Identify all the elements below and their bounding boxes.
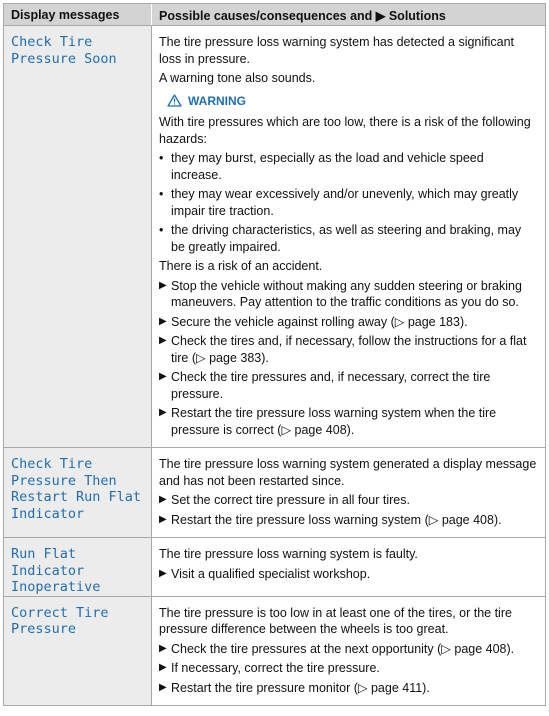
cause-text: The tire pressure loss warning system has detected a significant loss in pressure.: [159, 35, 515, 66]
table-header: [3, 3, 546, 26]
action-text: Visit a qualified specialist workshop.: [171, 566, 371, 581]
display-message-line: Pressure Then: [11, 472, 117, 489]
table-row: [3, 538, 546, 597]
causes-cell: [152, 597, 545, 706]
header-display-messages: Display messages: [4, 4, 152, 25]
action-text: Check the tire pressures at the next opportunity (▷ page 408).: [171, 641, 515, 656]
cause-text: The tire pressure loss warning system generated a display message and has not been restarted since.: [159, 457, 537, 488]
cause-text: A warning tone also sounds.: [159, 71, 316, 85]
action-item: [159, 566, 537, 583]
action-arrow-icon: ▶: [159, 407, 167, 418]
action-item: [159, 278, 537, 311]
warning-text: With tire pressures which are too low, there is a risk of the following hazards:: [159, 115, 531, 146]
risk-text: There is a risk of an accident.: [159, 259, 323, 273]
table-row: [3, 26, 546, 448]
display-message-line: Pressure Soon: [11, 50, 117, 67]
cause-text: The tire pressure loss warning system is faulty.: [159, 547, 418, 561]
action-item: [159, 369, 537, 402]
causes-cell: [152, 26, 545, 447]
cause-text: The tire pressure is too low in at least one of the tires, or the tire pressure difference between the wheels is too great.: [159, 605, 512, 636]
hazard-text: they may burst, especially as the load and vehicle speed increase.: [171, 151, 484, 182]
action-text: Stop the vehicle without making any sudden steering or braking maneuvers. Pay attention to the traffic conditions as you do so.: [171, 278, 522, 309]
action-arrow-icon: ▶: [159, 513, 167, 525]
display-message: [4, 26, 152, 447]
action-item: [159, 314, 537, 331]
action-text: Check the tires and, if necessary, follow the instructions for a flat tire (▷ page 383).: [171, 334, 527, 365]
display-message: [4, 597, 152, 706]
hazard-item: • the driving characteristics, as well as steering and braking, may be greatly impaired.: [159, 222, 537, 255]
header-causes-solutions: Possible causes/consequences and ▶ Solutions: [159, 9, 446, 23]
display-message-line: Check Tire: [11, 34, 93, 50]
warning-triangle-icon: [167, 94, 182, 107]
warning-label: WARNING: [188, 93, 246, 108]
action-item: [159, 660, 537, 677]
action-arrow-icon: ▶: [159, 315, 167, 327]
action-text: Check the tire pressures and, if necessary, correct the tire pressure.: [171, 370, 491, 401]
action-item: [159, 680, 537, 697]
action-text: Secure the vehicle against rolling away (▷ page 183).: [171, 314, 468, 329]
action-arrow-icon: ▶: [159, 662, 167, 673]
action-item: [159, 492, 537, 509]
display-message-line: Run Flat Indicator: [11, 546, 85, 579]
display-message-line: Indicator: [11, 505, 85, 522]
table-row: [3, 597, 546, 707]
action-item: [159, 405, 537, 438]
action-arrow-icon: ▶: [159, 642, 167, 654]
table-row: [3, 448, 546, 538]
action-arrow-icon: ▶: [159, 567, 167, 579]
display-message-line: Correct Tire: [11, 604, 109, 621]
action-arrow-icon: ▶: [159, 494, 167, 505]
display-messages-table: [3, 3, 546, 706]
action-text: Restart the tire pressure loss warning system when the tire pressure is correct (▷ page 408).: [171, 406, 497, 437]
display-message-line: Inoperative: [11, 579, 101, 595]
display-message-line: Check Tire: [11, 456, 93, 472]
action-item: [159, 333, 537, 366]
action-text: If necessary, correct the tire pressure.: [171, 661, 380, 675]
display-message-line: Pressure: [11, 621, 77, 637]
action-arrow-icon: ▶: [159, 335, 167, 346]
action-text: Restart the tire pressure loss warning system (▷ page 408).: [171, 512, 502, 527]
warning-heading: [167, 93, 537, 110]
causes-cell: [152, 448, 545, 537]
display-message: [4, 538, 152, 596]
action-item: [159, 641, 537, 658]
display-message-line: Restart Run Flat: [11, 489, 142, 505]
action-arrow-icon: ▶: [159, 279, 167, 291]
action-arrow-icon: ▶: [159, 371, 167, 382]
action-text: Restart the tire pressure monitor (▷ page 411).: [171, 680, 430, 695]
hazard-text: they may wear excessively and/or unevenly, which may greatly impair tire traction.: [171, 187, 519, 218]
hazard-item: • they may burst, especially as the load and vehicle speed increase.: [159, 150, 537, 183]
causes-cell: [152, 538, 545, 596]
hazard-item: • they may wear excessively and/or unevenly, which may greatly impair tire traction.: [159, 186, 537, 219]
action-arrow-icon: ▶: [159, 681, 167, 693]
hazard-text: the driving characteristics, as well as steering and braking, may be greatly impaired.: [171, 223, 522, 254]
action-item: [159, 512, 537, 529]
action-text: Set the correct tire pressure in all four tires.: [171, 493, 410, 507]
display-message: [4, 448, 152, 537]
